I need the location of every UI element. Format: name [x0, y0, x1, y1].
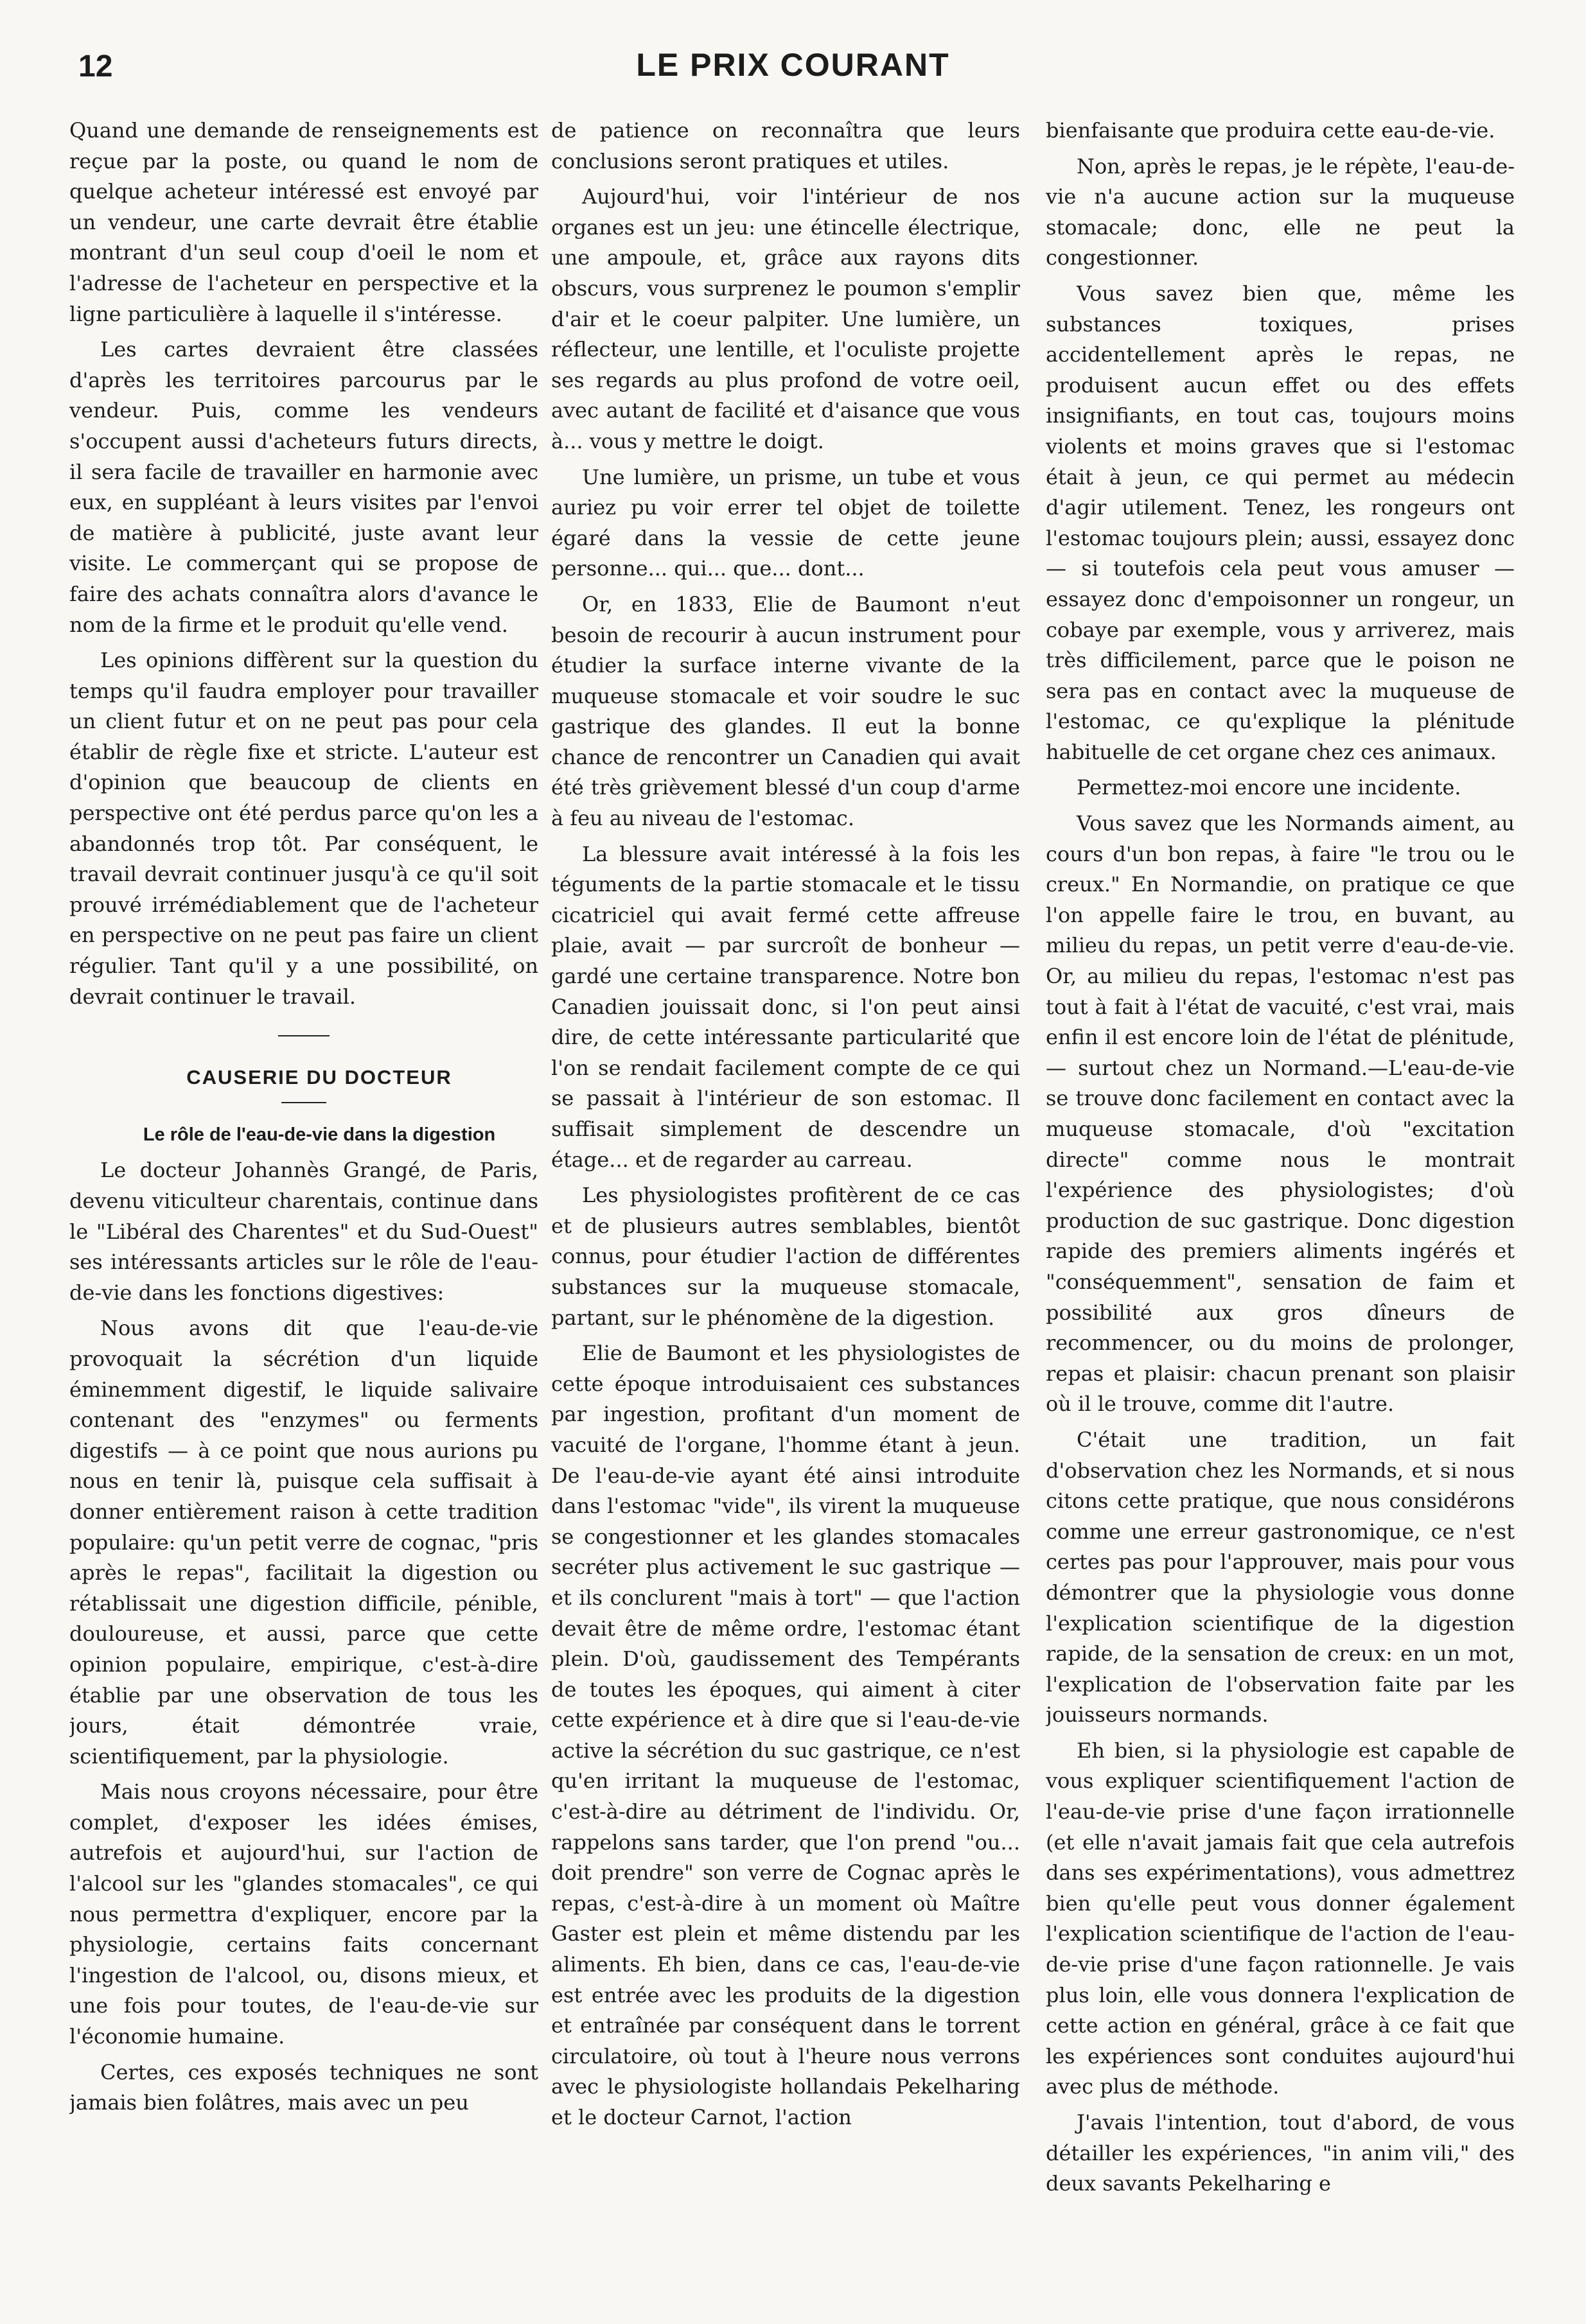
- paragraph: Les cartes devraient être classées d'après les territoires parcourus par le vendeur. Puis, comme les vendeurs s'occupent aussi d'acheteurs futurs directs, il sera facile de travailler en harmonie avec eux, en suppléant à leurs visites par l'envoi de matière à publicité, juste avant leur visite. Le commerçant qui se propose de faire des achats connaîtra alors d'avance le nom de la firme et le produit qu'elle vend.: [69, 337, 538, 637]
- paragraph: Permettez-moi encore une incidente.: [1077, 775, 1461, 800]
- heading-underline: [281, 1102, 326, 1103]
- paragraph: Les opinions diffèrent sur la question du temps qu'il faudra employer pour travailler un client futur et on ne peut pas pour cela établir de règle fixe et stricte. L'auteur est d'opinion que beaucoup de clients en perspective ont été perdus parce qu'on les a abandonnés trop tôt. Par conséquent, le travail devrait continuer jusqu'à ce qu'il soit prouvé irrémédiablement que de l'acheteur en perspective on ne peut pas faire un client régulier. Tant qu'il y a une possibilité, on devrait continuer le travail.: [69, 648, 538, 1009]
- paragraph: La blessure avait intéressé à la fois les téguments de la partie stomacale et le tissu cicatriciel qui avait fermé cette affreuse plaie, avait — par surcroît de bonheur — gardé une certaine transparence. Notre bon Canadien jouissait donc, si l'on peut ainsi dire, de cette intéressante particularité que l'on se rendait facilement compte de ce qui se passait à l'intérieur de son estomac. Il suffisait simplement de descendre un étage... et de regarder au carreau.: [551, 841, 1020, 1172]
- column-1: [69, 116, 538, 2299]
- paragraph: Aujourd'hui, voir l'intérieur de nos organes est un jeu: une étincelle électrique, une ampoule, et, grâce aux rayons dits obscurs, vous surprenez le poumon s'emplir d'air et le coeur palpiter. Une lumière, un réflecteur, une lentille, et l'oculiste projette ses regards au plus profond de votre oeil, avec autant de facilité et d'aisance que vous à... vous y mettre le doigt.: [551, 184, 1020, 453]
- paragraph: bienfaisante que produira cette eau-de-vie.: [1046, 118, 1495, 143]
- column-2: [551, 116, 1020, 2299]
- section-heading: CAUSERIE DU DOCTEUR: [186, 1066, 452, 1089]
- masthead: LE PRIX COURANT: [636, 47, 950, 83]
- paragraph: Mais nous croyons nécessaire, pour être complet, d'exposer les idées émises, autrefois et aujourd'hui, sur l'action de l'alcool sur les "glandes stomacales", ce qui nous permettra d'expliquer, encore par la physiologie, certains faits concernant l'ingestion de l'alcool, ou, disons mieux, et une fois pour toutes, de l'eau-de-vie sur l'économie humaine.: [69, 1779, 538, 2049]
- paragraph: Vous savez que les Normands aiment, au cours d'un bon repas, à faire "le trou ou le creux." En Normandie, on pratique ce que l'on appelle faire le trou, en buvant, au milieu du repas, un petit verre d'eau-de-vie. Or, au milieu du repas, l'estomac n'est pas tout à fait à l'état de vacuité, c'est vrai, mais enfin il est encore loin de l'état de plénitude, — surtout chez un Normand.—L'eau-de-vie se trouve donc facilement en contact avec la muqueuse stomacale, d'où "excitation directe" comme nous le montrait l'expérience des physiologistes; d'où production de suc gastrique. Donc digestion rapide des premiers aliments ingérés et "conséquemment", sensation de faim et possibilité aux gros dîneurs de recommencer, ou du moins de prolonger, repas et plaisir: chacun prenant son plaisir où il le trouve, comme dit l'autre.: [1046, 811, 1515, 1417]
- paragraph: Les physiologistes profitèrent de ce cas et de plusieurs autres semblables, bientôt connus, pour étudier l'action de différentes substances sur la muqueuse stomacale, partant, sur le phénomène de la digestion.: [551, 1183, 1020, 1330]
- paragraph: de patience on reconnaîtra que leurs conclusions seront pratiques et utiles.: [551, 118, 1020, 173]
- paragraph: C'était une tradition, un fait d'observation chez les Normands, et si nous citons cette pratique, que nous considérons comme une erreur gastronomique, ce n'est certes pas pour l'approuver, mais pour vous démontrer que la physiologie vous donne l'explication scientifique de la digestion rapide, de la sensation de creux: en un mot, l'explication de l'observation faite par les jouisseurs normands.: [1046, 1427, 1515, 1727]
- section-divider: [278, 1035, 330, 1036]
- paragraph: Certes, ces exposés techniques ne sont jamais bien folâtres, mais avec un peu: [69, 2059, 538, 2115]
- paragraph: Une lumière, un prisme, un tube et vous auriez pu voir errer tel objet de toilette égaré dans la vessie de cette jeune personne... qui... que... dont...: [551, 464, 1020, 581]
- paragraph: Or, en 1833, Elie de Baumont n'eut besoin de recourir à aucun instrument pour étudier la surface interne vivante de la muqueuse stomacale et voir soudre le suc gastrique des glandes. Il eut la bonne chance de rencontrer un Canadien qui avait été très grièvement blessé d'un coup d'arme à feu au niveau de l'estomac.: [551, 591, 1020, 831]
- column-3: [1046, 116, 1515, 2299]
- paragraph: Vous savez bien que, même les substances toxiques, prises accidentellement après le repas, ne produisent aucun effet ou des effets insignifiants, en tout cas, toujours moins violents et moins graves que si l'estomac était à jeun, ce qui permet au médecin d'agir utilement. Tenez, les rongeurs ont l'estomac toujours plein; aussi, essayez donc — si toutefois cela peut vous amuser — essayez donc d'empoisonner un rongeur, un cobaye par exemple, vous y arriverez, mais très difficilement, parce que le poison ne sera pas en contact avec la muqueuse de l'estomac, ce qu'explique la plénitude habituelle de cet organe chez ces animaux.: [1046, 281, 1515, 764]
- paragraph: J'avais l'intention, tout d'abord, de vous détailler les expériences, "in anim vili," des deux savants Pekelharing e: [1046, 2110, 1515, 2196]
- paragraph: Non, après le repas, je le répète, l'eau-de-vie n'a aucune action sur la muqueuse stomacale; donc, elle ne peut la congestionner.: [1046, 153, 1515, 270]
- paragraph: Nous avons dit que l'eau-de-vie provoquait la sécrétion d'un liquide éminemment digestif, le liquide salivaire contenant des "enzymes" ou ferments digestifs — à ce point que nous aurions pu nous en tenir là, puisque cela suffisait à donner entièrement raison à cette tradition populaire: qu'un petit verre de cognac, "pris après le repas", facilitait la digestion ou rétablissait une digestion difficile, pénible, douloureuse, et aussi, parce que cette opinion populaire, empirique, c'est-à-dire établie par une observation de tous les jours, était démontrée vraie, scientifiquement, par la physiologie.: [69, 1316, 538, 1769]
- paragraph: Elie de Baumont et les physiologistes de cette époque introduisaient ces substances par ingestion, profitant d'un moment de vacuité de l'organe, l'homme étant à jeun. De l'eau-de-vie ayant été ainsi introduite dans l'estomac "vide", ils virent la muqueuse se congestionner et les glandes stomacales secréter plus activement le suc gastrique — et ils conclurent "mais à tort" — que l'action devait être de même ordre, l'estomac étant plein. D'où, gaudissement des Tempérants de toutes les époques, qui aiment à citer cette expérience et à dire que si l'eau-de-vie active la sécrétion du suc gastrique, ce n'est qu'en irritant la muqueuse de l'estomac, c'est-à-dire au détriment de l'individu. Or, rappelons sans tarder, que l'on prend "ou... doit prendre" son verre de Cognac après le repas, c'est-à-dire à un moment où Maître Gaster est plein et même distendu par les aliments. Eh bien, dans ce cas, l'eau-de-vie est entrée avec les produits de la digestion et entraînée par conséquent dans le torrent circulatoire, où tout à l'heure nous verrons avec le physiologiste hollandais Pekelharing et le docteur Carnot, l'action: [551, 1341, 1020, 2129]
- paragraph: Eh bien, si la physiologie est capable de vous expliquer scientifiquement l'action de l'eau-de-vie prise d'une façon irrationnelle (et elle n'avait jamais fait que cela autrefois dans ses expérimentations), vous admettrez bien qu'elle peut vous donner également l'explication scientifique de l'action de l'eau-de-vie prise d'une façon rationnelle. Je vais plus loin, elle vous donnera l'explication de cette action en général, grâce à ce fait que les expériences sont conduites aujourd'hui avec plus de méthode.: [1046, 1738, 1515, 2099]
- paragraph: Le docteur Johannès Grangé, de Paris, devenu viticulteur charentais, continue dans le "Libéral des Charentes" et du Sud-Ouest" ses intéressants articles sur le rôle de l'eau-de-vie dans les fonctions digestives:: [69, 1158, 538, 1305]
- article-subtitle: Le rôle de l'eau-de-vie dans la digestion: [143, 1124, 496, 1145]
- paragraph: Quand une demande de renseignements est reçue par la poste, ou quand le nom de quelque acheteur intéressé est envoyé par un vendeur, une carte devrait être établie montrant d'un seul coup d'oeil le nom et l'adresse de l'acheteur en perspective et la ligne particulière à laquelle il s'intéresse.: [69, 118, 538, 326]
- page-number: 12: [78, 49, 113, 83]
